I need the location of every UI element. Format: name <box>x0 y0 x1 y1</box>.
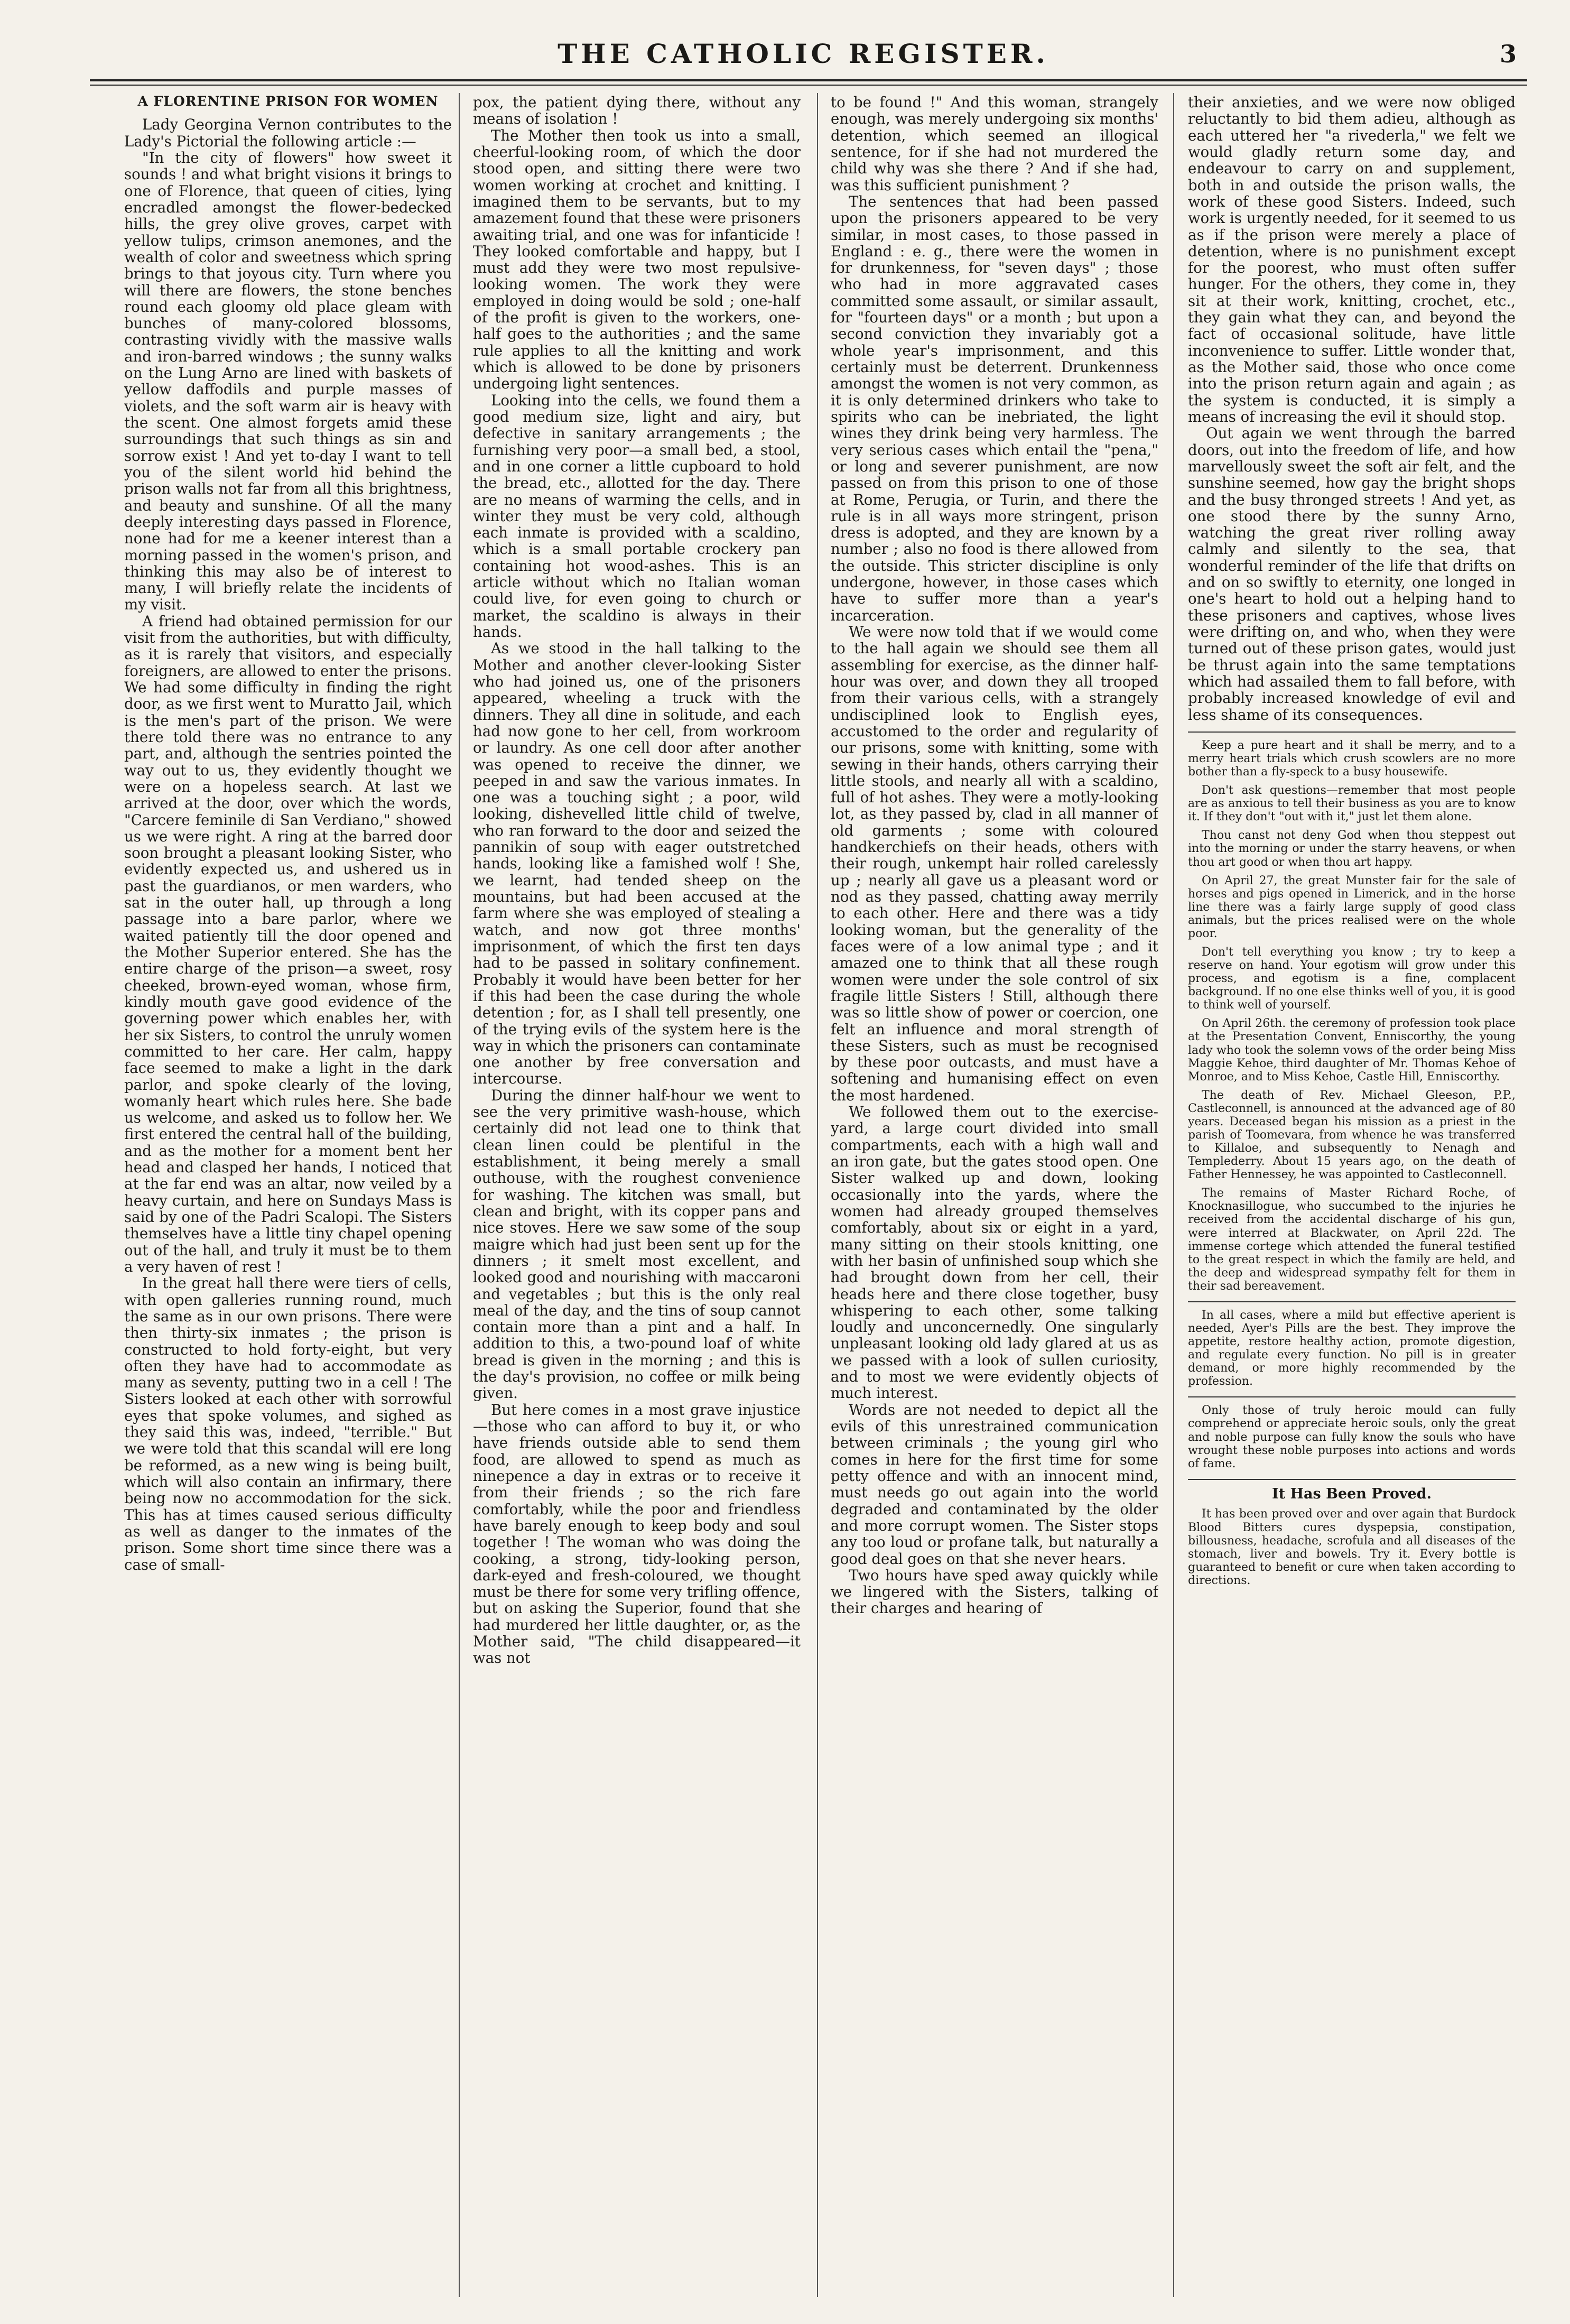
article-paragraph: Out again we went through the barred doors, out into the freedom of life, and how marvellously sweet the soft air felt, and the sunshine seemed, how gay the bright shops and the busy thronged streets ! And yet, as one stood there by the sunny Arno, watching the great river rolling away calmly and silently to the sea, that wonderful reminder of the life that drifts on and on so swiftly to eternity, one longed in one's heart to hold out a helping hand to these prisoners and captives, whose lives were drifting on, and who, when they were turned out of these prison gates, would just be thrust again into the same temptations which had assailed them to fall before, with probably increased knowledge of evil and less shame of its consequences. <box>1188 424 1516 724</box>
note-item: On April 27, the great Munster fair for the sale of horses and pigs opened in Limerick, and in the horse line there was a fairly large supply of good class animals, but the prices realised were on the whole poor. <box>1188 874 1516 940</box>
ad-text: Only those of truly heroic mould can fully comprehend or appreciate heroic souls, only the great and noble purpose can fully know the souls who have wrought these noble purposes into actions and words of fame. <box>1188 1404 1516 1470</box>
note-item: On April 26th. the ceremony of profession took place at the Presentation Convent, Enniscorthy, the young lady who took the solemn vows of the order being Miss Maggie Kehoe, third daughter of Mr. Thomas Kehoe of Monroe, and to Miss Kehoe, Castle Hill, Enniscorthy. <box>1188 1017 1516 1084</box>
article-paragraph: In the great hall there were tiers of cells, with open galleries running round, much the same as in our own prisons. There were then thirty-six inmates ; the prison is constructed to hold forty-eight, but very often they have had to accommodate as many as seventy, putting two in a cell ! The Sisters looked at each other with sorrowful eyes that spoke volumes, and sighed as they said this was, indeed, "terrible." But we were told that this scandal will ere long be reformed, as a new wing is being built, which will also contain an infirmary, there being now no accommodation for the sick. This has at times caused serious difficulty as well as danger to the inmates of the prison. Some short time since there was a case of small- <box>124 1274 452 1573</box>
note-item: Don't tell everything you know ; try to keep a reserve on hand. Your egotism will grow under this process, and egotism is a fine, complacent background. If no one else thinks well of you, it is good to think well of yourself. <box>1188 945 1516 1012</box>
section-divider <box>1188 1301 1516 1302</box>
article-paragraph: During the dinner half-hour we went to see the very primitive wash-house, which certainly did not lead one to think that clean linen could be plentiful in the establishment, it being merely a small outhouse, with the roughest convenience for washing. The kitchen was small, but clean and bright, with its copper pans and nice stoves. Here we saw some of the soup maigre which had just been sent up for the dinners ; it smelt most excellent, and looked good and nourishing with maccaroni and vegetables ; but this is the only real meal of the day, and the tins of soup cannot contain more than a pint and a half. In addition to this, a two-pound loaf of white bread is given in the morning ; and this is the day's provision, no coffee or milk being given. <box>473 1086 801 1402</box>
article-paragraph: The sentences that had been passed upon the prisoners appeared to be very similar, in most cases, to those passed in England : e. g., there were the women in for drunkenness, for "seven days" ; those who had in more aggravated cases committed some assault, or similar assault, for "fourteen days" or a month ; but upon a second conviction they invariably got a whole year's imprisonment, and this certainly must be deterrent. Drunkenness amongst the women is not very common, as it is only determined drinkers who take to spirits who can be inebriated, the light wines they drink being very harmless. The very serious cases which entail the "pena," or long and severer punishment, are now passed on from this prison to one of those at Rome, Perugia, or Turin, and there the rule is in all ways more stringent, prison dress is adopted, and they are known by a number ; also no food is there allowed from the outside. This stricter discipline is only undergone, however, in those cases which have to suffer more than a year's incarceration. <box>831 192 1158 624</box>
note-item: The death of Rev. Michael Gleeson, P.P., Castleconnell, is announced at the advanced age of 80 years. Deceased began his mission as a priest in the parish of Toomevara, from whence he was transferred to Killaloe, and subsequently to Nenagh and Templederry. About 15 years ago, on the death of Father Hennessey, he was appointed to Castleconnell. <box>1188 1088 1516 1182</box>
note-item: Don't ask questions—remember that most people are as anxious to tell their business as you are to know it. If they don't "out with it," just let them alone. <box>1188 784 1516 824</box>
ad-text: In all cases, where a mild but effective aperient is needed, Ayer's Pills are the best. They improve the appetite, restore healthy action, promote digestion, and regulate every function. No pill is in greater demand, or more highly recommended by the profession. <box>1188 1308 1516 1388</box>
note-item: The remains of Master Richard Roche, of Knocknasillogue, who succumbed to the injuries he received from the accidental discharge of his gun, were interred at Blackwater, on April 22d. The immense cortege which attended the funeral testified to the great respect in which the family are held, and the deep and widespread sympathy felt for them in their sad bereavement. <box>1188 1187 1516 1293</box>
ad-heading: It Has Been Proved. <box>1272 1485 1432 1502</box>
notes-section <box>1188 739 1516 1293</box>
advertisement-burdock-blood-bitters <box>1188 1507 1516 1587</box>
heroic-souls-note <box>1188 1404 1516 1470</box>
section-divider <box>1188 1479 1516 1480</box>
article-paragraph: "In the city of flowers" how sweet it sounds ! and what bright visions it brings to one of Florence, that queen of cities, lying encradled amongst the flower-bedecked hills, the grey olive groves, carpet with yellow tulips, crimson anemones, and the wealth of color and sweetness which spring brings to that joyous city. Turn where you will there are flowers, the stone benches round each gloomy old place gleam with bunches of many-colored blossoms, contrasting vividly with the massive walls and iron-barred windows ; the sunny walks on the Lung Arno are lined with baskets of yellow daffodils and purple masses of violets, and the soft warm air is heavy with the scent. One almost forgets amid these surroundings that such things as sin and sorrow exist ! And yet to-day I want to tell you of the silent world hid behind the prison walls not far from all this brightness, and beauty and sunshine. Of all the many deeply interesting days passed in Florence, none had for me a keener interest than a morning passed in the women's prison, and thinking this may also be of interest to many, I will briefly relate the incidents of my visit. <box>124 149 452 614</box>
article-column-3 <box>831 94 1158 2298</box>
column-divider <box>459 93 460 2297</box>
masthead <box>90 38 1517 75</box>
section-divider <box>1188 1396 1516 1397</box>
note-item: Thou canst not deny God when thou steppest out into the morning or under the starry heavens, or when thou art good or when thou art happy. <box>1188 829 1516 869</box>
article-column-4 <box>1188 94 1516 2298</box>
column-divider <box>1173 93 1174 2297</box>
article-paragraph: But here comes in a most grave injustice—those who can afford to buy it, or who have friends outside able to send them food, are allowed to spend as much as ninepence a day in extras or to receive it from their friends ; so the rich fare comfortably, while the poor and friendless have barely enough to keep body and soul together ! The woman who was doing the cooking, a strong, tidy-looking person, dark-eyed and fresh-coloured, we thought must be there for some very trifling offence, but on asking the Superior, found that she had murdered her little daughter, or, as the Mother said, "The child disappeared—it was not <box>473 1401 801 1667</box>
article-column-1 <box>124 94 452 2298</box>
article-paragraph: Words are not needed to depict all the evils of this unrestrained communication between criminals ; the young girl who comes in here for the first time for some petty offence and with an innocent mind, must needs go out again into the world degraded and contaminated by the older and more corrupt women. The Sister stops any too loud or profane talk, but naturally a good deal goes on that she never hears. <box>831 1401 1158 1568</box>
masthead-rule-thin <box>90 85 1527 86</box>
article-column-2 <box>473 94 801 2298</box>
article-paragraph: We followed them out to the exercise-yard, a large court divided into small compartments, each with a high wall and an iron gate, but the gates stood open. One Sister walked up and down, looking occasionally into the yards, where the women had already grouped themselves comfortably, about six or eight in a yard, many sitting on their stools knitting, one with her basin of unfinished soup which she had brought down from her cell, their heads here and there close together, busy whispering to each other, some talking loudly and unconcernedly. One singularly unpleasant looking old lady glared at us as we passed with a look of sullen curiosity, and to most we were evidently objects of much interest. <box>831 1103 1158 1402</box>
article-paragraph: to be found !" And this woman, strangely enough, was merely undergoing six months' detention, which seemed an illogical sentence, for if she had not murdered the child why was she there ? And if she had, was this sufficient punishment ? <box>831 94 1158 194</box>
page-number: 3 <box>1499 40 1517 68</box>
note-item: Keep a pure heart and it shall be merry, and to a merry heart trials which crush scowlers are no more bother than a fly-speck to a busy housewife. <box>1188 738 1516 779</box>
article-paragraph: As we stood in the hall talking to the Mother and another clever-looking Sister who had joined us, one of the prisoners appeared, wheeling a truck with the dinners. They all dine in solitude, and each had now gone to her cell, from workroom or laundry. As one cell door after another was opened to receive the dinner, we peeped in and saw the various inmates. In one was a touching sight ; a poor, wild looking, dishevelled little child of twelve, who ran forward to the door and seized the pannikin of soup with eager outstretched hands, looking like a famished wolf ! She, we learnt, had tended sheep on the mountains, but had been accused at the farm where she was employed of stealing a watch, and now got three months' imprisonment, of which the first ten days had to be passed in solitary confinement. Probably it would have been better for her if this had been the case during the whole detention ; for, as I shall tell presently, one of the trying evils of the system here is the way in which the prisoners can contaminate one another by free conversation and intercourse. <box>473 640 801 1088</box>
section-divider <box>1188 732 1516 733</box>
column-divider <box>817 93 818 2297</box>
article-paragraph: We were now told that if we would come to the hall again we should see them all assembling for exercise, as the dinner half-hour was over, and down they all trooped from their various cells, with a strangely undisciplined look to English eyes, accustomed to the order and regularity of our prisons, some with knitting, some with sewing in their hands, others carrying their little stools, and nearly all with a scaldino, full of hot ashes. They were a motly-looking lot, as they passed by, clad in all manner of old garments ; some with coloured handkerchiefs on their heads, others with their rough, unkempt hair rolled carelessly up ; nearly all gave us a pleasant word or nod as they passed, chatting away merrily to each other. Here and there was a tidy looking woman, but the generality of the faces were of a low animal type ; and it amazed one to think that all these rough women were under the sole control of six fragile little Sisters ! Still, although there was so little show of power or coercion, one felt an influence and moral strength of these Sisters, such as must be recognised by these poor outcasts, and must have a softening and humanising effect on even the most hardened. <box>831 623 1158 1104</box>
article-paragraph: A friend had obtained permission for our visit from the authorities, but with difficulty, as it is rarely that visitors, and especially foreigners, are allowed to enter the prisons. We had some difficulty in finding the right door, as we first went to Muratto Jail, which is the men's part of the prison. We were there told there was no entrance to any part, and, although the sentries pointed the way out to us, they evidently thought we were on a hopeless search. At last we arrived at the door, over which the words, "Carcere feminile di San Verdiano," showed us we were right. A ring at the barred door soon brought a pleasant looking Sister, who evidently expected us, and ushered us in past the guardianos, or men warders, who sat in the outer hall, up through a long passage into a bare parlor, where we waited patiently till the door opened and the Mother Superior entered. She has the entire charge of the prison—a sweet, rosy cheeked, brown-eyed woman, whose firm, kindly mouth gave good evidence of the governing power which enables her, with her six Sisters, to control the unruly women committed to her care. Her calm, happy face seemed to make a light in the dark parlor, and spoke clearly of the loving, womanly heart which rules here. She bade us welcome, and asked us to follow her. We first entered the central hall of the building, and as the mother for a moment bent her head and clasped her hands, I noticed that at the far end was an altar, now veiled by a heavy curtain, and here on Sundays Mass is said by one of the Padri Scalopi. The Sisters themselves have a little tiny chapel opening out of the hall, and truly it must be to them a very haven of rest ! <box>124 612 452 1275</box>
article-paragraph: Two hours have sped away quickly while we lingered with the Sisters, talking of their charges and hearing of <box>831 1566 1158 1617</box>
newspaper-title: THE CATHOLIC REGISTER. <box>558 38 1049 69</box>
article-paragraph: pox, the patient dying there, without any means of isolation ! <box>473 94 801 128</box>
article-paragraph: Lady Georgina Vernon contributes to the Lady's Pictorial the following article :— <box>124 116 452 150</box>
article-paragraph: The Mother then took us into a small, cheerful-looking room, of which the door stood open, and sitting there were two women working at crochet and knitting. I imagined them to be servants, but to my amazement found that these were prisoners awaiting trial, and one was for infanticide ! They looked comfortable and happy, but I must add they were two most repulsive-looking women. The work they were employed in doing would be sold ; one-half of the profit is given to the workers, one-half goes to the authorities ; and the same rule applies to all the knitting and work which is allowed to be done by prisoners undergoing light sentences. <box>473 126 801 393</box>
article-paragraph: Looking into the cells, we found them a good medium size, light and airy, but defective in sanitary arrangements ; the furnishing very poor—a small bed, a stool, and in one corner a little cupboard to hold the bread, etc., allotted for the day. There are no means of warming the cells, and in winter they must be very cold, although each inmate is provided with a scaldino, which is a small portable crockery pan containing hot wood-ashes. This is an article without which no Italian woman could live, for even going to church or market, the scaldino is always in their hands. <box>473 391 801 641</box>
advertisement-ayers-pills <box>1188 1309 1516 1388</box>
article-paragraph: their anxieties, and we were now obliged reluctantly to bid them adieu, although as each uttered her "a rivederla," we felt we would gladly return some day, and endeavour to carry on and supplement, both in and outside the prison walls, the work of these good Sisters. Indeed, such work is urgently needed, for it seemed to us as if the prison were merely a place of detention, where is no punishment except for the poorest, who must often suffer hunger. For the others, they come in, they sit at their work, knitting, crochet, etc., they gain what they can, and beyond the fact of occasional solitude, have little inconvenience to suffer. Little wonder that, as the Mother said, those who once come into the prison return again and again ; as the system is conducted, it is simply a means of increasing the evil it should stop. <box>1188 94 1516 425</box>
ad-text: It has been proved over and over again that Burdock Blood Bitters cures dyspepsia, constipation, billousness, headache, scrofula and all diseases of the stomach, liver and bowels. Try it. Every bottle is guaranteed to benefit or cure when taken according to directions. <box>1188 1507 1516 1587</box>
article-headline: A FLORENTINE PRISON FOR WOMEN <box>137 94 439 109</box>
masthead-rule <box>90 79 1527 81</box>
